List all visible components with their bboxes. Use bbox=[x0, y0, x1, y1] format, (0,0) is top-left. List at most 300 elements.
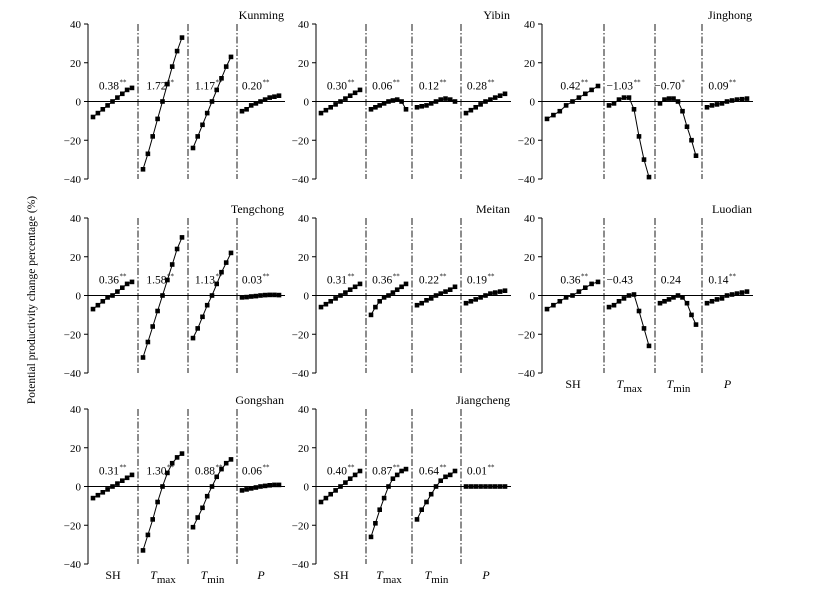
data-point bbox=[258, 484, 263, 489]
series-p bbox=[240, 79, 282, 114]
data-point bbox=[637, 134, 642, 139]
data-point bbox=[224, 64, 229, 69]
factor-symbol: SH bbox=[333, 568, 349, 582]
panel-jinghong bbox=[518, 8, 753, 186]
data-point bbox=[596, 280, 601, 285]
data-point bbox=[448, 97, 453, 102]
data-point bbox=[720, 101, 725, 106]
data-point bbox=[160, 99, 165, 104]
data-point bbox=[424, 298, 429, 303]
data-point bbox=[373, 305, 378, 310]
series-tmax bbox=[141, 35, 185, 171]
factor-symbol: SH bbox=[105, 568, 121, 582]
data-point bbox=[443, 96, 448, 101]
station-name: Jiangcheng bbox=[456, 393, 510, 407]
data-point bbox=[399, 469, 404, 474]
data-point bbox=[210, 484, 215, 489]
data-point bbox=[382, 496, 387, 501]
data-point bbox=[415, 303, 420, 308]
factor-symbol: T bbox=[150, 568, 157, 582]
y-tick-label: −40 bbox=[517, 174, 535, 186]
data-point bbox=[110, 99, 115, 104]
data-point bbox=[395, 473, 400, 478]
data-point bbox=[386, 484, 391, 489]
significance-mark: ** bbox=[439, 463, 447, 472]
data-point bbox=[488, 291, 493, 296]
y-tick-label: 0 bbox=[75, 290, 81, 303]
factor-symbol: T bbox=[200, 568, 208, 582]
data-point bbox=[170, 64, 175, 69]
data-point bbox=[229, 55, 234, 60]
data-point bbox=[254, 101, 259, 106]
data-point bbox=[146, 533, 151, 538]
data-point bbox=[105, 487, 110, 492]
coefficient-label: −1.03 bbox=[606, 80, 634, 93]
data-point bbox=[101, 490, 106, 495]
data-point bbox=[146, 152, 151, 157]
series-tmin bbox=[191, 55, 234, 151]
coefficient-label: 0.20 bbox=[241, 80, 262, 93]
data-point bbox=[324, 496, 329, 501]
data-point bbox=[637, 309, 642, 314]
data-point bbox=[373, 105, 378, 110]
data-point bbox=[434, 484, 439, 489]
coefficient-label: 0.36 bbox=[98, 274, 119, 287]
data-point bbox=[469, 299, 474, 304]
data-point bbox=[115, 289, 120, 294]
factor-subscript: min bbox=[673, 383, 691, 395]
factor-symbol: T bbox=[616, 377, 624, 391]
data-point bbox=[429, 101, 434, 106]
data-point bbox=[205, 494, 210, 499]
data-point bbox=[105, 103, 110, 108]
y-tick-label: 0 bbox=[75, 481, 81, 494]
data-point bbox=[200, 123, 205, 128]
data-point bbox=[328, 299, 333, 304]
data-point bbox=[493, 484, 498, 489]
data-point bbox=[448, 287, 453, 292]
panel-tengchong bbox=[64, 202, 285, 380]
data-point bbox=[415, 517, 420, 522]
significance-mark: ** bbox=[487, 272, 495, 281]
coefficient-label: 0.28 bbox=[466, 80, 487, 93]
data-point bbox=[627, 293, 632, 298]
data-point bbox=[583, 92, 588, 97]
data-point bbox=[115, 481, 120, 486]
y-tick-label: 0 bbox=[75, 96, 81, 109]
x-factor-label-tmax bbox=[617, 377, 643, 395]
data-point bbox=[415, 105, 420, 110]
significance-mark: ** bbox=[262, 272, 270, 281]
data-point bbox=[267, 95, 272, 100]
data-point bbox=[272, 293, 277, 298]
data-point bbox=[377, 103, 382, 108]
data-point bbox=[115, 95, 120, 100]
significance-mark: ** bbox=[167, 272, 174, 281]
data-point bbox=[254, 485, 259, 490]
data-point bbox=[382, 295, 387, 300]
x-factor-label-tmin bbox=[667, 377, 691, 395]
data-point bbox=[101, 299, 106, 304]
y-tick-label: 40 bbox=[524, 19, 535, 31]
series-sh bbox=[319, 79, 363, 116]
y-tick-label: 20 bbox=[70, 57, 81, 70]
series-p bbox=[240, 464, 282, 493]
data-point bbox=[229, 251, 234, 256]
series-tmin bbox=[415, 273, 458, 308]
data-point bbox=[125, 282, 130, 287]
series-tmax bbox=[369, 79, 409, 112]
data-point bbox=[689, 138, 694, 143]
y-tick-label: 40 bbox=[298, 404, 309, 416]
x-factor-label-sh bbox=[565, 377, 581, 391]
data-point bbox=[125, 476, 130, 481]
data-point bbox=[564, 103, 569, 108]
data-point bbox=[210, 293, 215, 298]
y-tick-label: −20 bbox=[63, 520, 81, 533]
data-point bbox=[725, 99, 730, 104]
data-point bbox=[498, 484, 503, 489]
factor-symbol: P bbox=[723, 377, 732, 391]
data-point bbox=[627, 95, 632, 100]
coefficient-label: 0.38 bbox=[98, 80, 119, 93]
data-point bbox=[622, 296, 627, 301]
data-point bbox=[353, 473, 358, 478]
data-point bbox=[424, 103, 429, 108]
factor-symbol: SH bbox=[565, 377, 581, 391]
y-tick-label: −40 bbox=[63, 368, 81, 380]
data-point bbox=[160, 293, 165, 298]
data-point bbox=[120, 92, 125, 97]
data-point bbox=[577, 95, 582, 100]
series-sh bbox=[91, 79, 135, 120]
series-tmax bbox=[369, 464, 409, 540]
data-point bbox=[545, 307, 550, 312]
series-tmin bbox=[654, 79, 698, 159]
data-point bbox=[399, 285, 404, 290]
station-name: Gongshan bbox=[235, 393, 284, 407]
data-point bbox=[612, 101, 617, 106]
y-tick-label: 40 bbox=[70, 213, 81, 225]
data-point bbox=[676, 99, 681, 104]
data-point bbox=[395, 287, 400, 292]
data-point bbox=[333, 296, 338, 301]
data-point bbox=[200, 506, 205, 511]
coefficient-label: 0.12 bbox=[418, 80, 439, 93]
data-point bbox=[715, 102, 720, 107]
data-point bbox=[386, 99, 391, 104]
panel-kunming bbox=[64, 8, 285, 186]
data-point bbox=[730, 292, 735, 297]
factor-symbol: T bbox=[666, 377, 674, 391]
data-point bbox=[258, 293, 263, 298]
factor-subscript: max bbox=[623, 383, 643, 395]
data-point bbox=[272, 94, 277, 99]
x-factor-label-p bbox=[723, 377, 732, 391]
significance-mark: ** bbox=[347, 78, 355, 87]
data-point bbox=[689, 313, 694, 318]
data-point bbox=[558, 109, 563, 114]
data-point bbox=[146, 340, 151, 345]
data-point bbox=[680, 295, 685, 300]
series-sh bbox=[91, 273, 135, 312]
series-tmax bbox=[141, 451, 185, 552]
data-point bbox=[705, 105, 710, 110]
data-point bbox=[191, 146, 196, 151]
data-point bbox=[105, 295, 110, 300]
significance-mark: ** bbox=[262, 463, 270, 472]
data-point bbox=[391, 98, 396, 103]
data-point bbox=[551, 113, 556, 118]
panel-jiangcheng bbox=[292, 393, 511, 586]
data-point bbox=[195, 134, 200, 139]
data-point bbox=[710, 299, 715, 304]
data-point bbox=[240, 488, 245, 493]
significance-mark: ** bbox=[487, 463, 495, 472]
data-point bbox=[671, 96, 676, 101]
data-point bbox=[91, 307, 96, 312]
data-point bbox=[478, 484, 483, 489]
data-point bbox=[453, 99, 458, 104]
significance-mark: ** bbox=[439, 272, 447, 281]
data-point bbox=[263, 293, 268, 298]
data-point bbox=[589, 282, 594, 287]
data-point bbox=[249, 294, 254, 299]
data-point bbox=[685, 124, 690, 129]
data-point bbox=[404, 282, 409, 287]
series-p bbox=[705, 273, 750, 306]
data-point bbox=[676, 293, 681, 298]
significance-mark: ** bbox=[729, 78, 737, 87]
y-tick-label: −40 bbox=[517, 368, 535, 380]
data-point bbox=[658, 301, 663, 306]
data-point bbox=[249, 486, 254, 491]
data-point bbox=[324, 302, 329, 307]
data-point bbox=[438, 291, 443, 296]
factor-subscript: max bbox=[156, 574, 176, 586]
data-point bbox=[240, 109, 245, 114]
data-point bbox=[570, 99, 575, 104]
coefficient-label: 1.13 bbox=[194, 274, 215, 287]
data-point bbox=[277, 93, 282, 98]
data-point bbox=[338, 293, 343, 298]
data-point bbox=[170, 262, 175, 267]
coefficient-label: 0.31 bbox=[326, 274, 347, 287]
data-point bbox=[740, 290, 745, 295]
x-factor-label-sh bbox=[333, 568, 349, 582]
station-name: Tengchong bbox=[230, 202, 284, 216]
y-tick-label: −40 bbox=[291, 174, 309, 186]
data-point bbox=[583, 285, 588, 290]
data-point bbox=[214, 88, 219, 93]
data-point bbox=[710, 103, 715, 108]
data-point bbox=[680, 109, 685, 114]
data-point bbox=[353, 91, 358, 96]
y-tick-label: −20 bbox=[63, 135, 81, 148]
data-point bbox=[498, 289, 503, 294]
y-tick-label: −40 bbox=[291, 559, 309, 571]
data-point bbox=[419, 301, 424, 306]
data-point bbox=[647, 175, 652, 180]
series-p bbox=[464, 79, 508, 116]
data-point bbox=[373, 521, 378, 526]
data-point bbox=[632, 107, 637, 112]
data-point bbox=[324, 108, 329, 113]
data-point bbox=[685, 301, 690, 306]
factor-symbol: T bbox=[424, 568, 432, 582]
coefficient-label: 1.72 bbox=[146, 80, 167, 93]
factor-subscript: max bbox=[382, 574, 402, 586]
data-point bbox=[570, 293, 575, 298]
series-line bbox=[609, 295, 649, 346]
data-point bbox=[240, 295, 245, 300]
data-point bbox=[483, 99, 488, 104]
coefficient-label: 0.30 bbox=[326, 80, 347, 93]
data-point bbox=[589, 88, 594, 93]
series-tmin bbox=[658, 275, 699, 327]
y-axis-title: Potential productivity change percentage (%) bbox=[26, 195, 38, 405]
data-point bbox=[662, 97, 667, 102]
series-sh bbox=[319, 464, 363, 505]
data-point bbox=[694, 322, 699, 327]
significance-mark: * bbox=[681, 78, 685, 87]
data-point bbox=[720, 296, 725, 301]
data-point bbox=[745, 96, 750, 101]
data-point bbox=[328, 105, 333, 110]
series-tmin bbox=[415, 464, 458, 522]
data-point bbox=[443, 475, 448, 480]
data-point bbox=[249, 103, 254, 108]
coefficient-label: 0.42 bbox=[560, 80, 581, 93]
data-point bbox=[180, 451, 185, 456]
factor-subscript: min bbox=[431, 574, 449, 586]
series-line bbox=[417, 471, 455, 519]
y-tick-label: −20 bbox=[517, 329, 535, 342]
data-point bbox=[180, 35, 185, 40]
data-point bbox=[671, 295, 676, 300]
data-point bbox=[244, 487, 249, 492]
station-name: Luodian bbox=[712, 202, 752, 216]
factor-symbol: T bbox=[376, 568, 383, 582]
coefficient-label: 0.36 bbox=[560, 274, 581, 287]
data-point bbox=[503, 484, 508, 489]
y-tick-label: 40 bbox=[298, 19, 309, 31]
data-point bbox=[160, 484, 165, 489]
data-point bbox=[353, 285, 358, 290]
data-point bbox=[558, 299, 563, 304]
data-point bbox=[175, 49, 180, 54]
coefficient-label: 0.87 bbox=[372, 465, 393, 478]
data-point bbox=[319, 111, 324, 116]
data-point bbox=[498, 93, 503, 98]
y-tick-label: −20 bbox=[63, 329, 81, 342]
y-tick-label: −20 bbox=[291, 329, 309, 342]
series-line bbox=[609, 98, 649, 178]
y-tick-label: −20 bbox=[291, 135, 309, 148]
data-point bbox=[391, 290, 396, 295]
data-point bbox=[725, 293, 730, 298]
factor-symbol: P bbox=[257, 568, 265, 582]
series-tmax bbox=[606, 275, 651, 349]
significance-mark: ** bbox=[119, 272, 127, 281]
data-point bbox=[662, 299, 667, 304]
data-point bbox=[577, 289, 582, 294]
coefficient-label: 0.22 bbox=[418, 274, 439, 287]
data-point bbox=[338, 484, 343, 489]
data-point bbox=[730, 98, 735, 103]
data-point bbox=[464, 301, 469, 306]
significance-mark: ** bbox=[439, 78, 447, 87]
data-point bbox=[404, 107, 409, 112]
y-tick-label: 20 bbox=[298, 251, 309, 264]
data-point bbox=[399, 99, 404, 104]
data-point bbox=[120, 478, 125, 483]
data-point bbox=[493, 95, 498, 100]
data-point bbox=[564, 295, 569, 300]
x-factor-label-tmax bbox=[150, 568, 176, 586]
data-point bbox=[195, 515, 200, 520]
coefficient-label: 0.31 bbox=[98, 465, 119, 478]
data-point bbox=[195, 326, 200, 331]
data-point bbox=[267, 483, 272, 488]
data-point bbox=[263, 97, 268, 102]
data-point bbox=[545, 117, 550, 122]
data-point bbox=[258, 99, 263, 104]
y-tick-label: 40 bbox=[298, 213, 309, 225]
x-factor-label-p bbox=[481, 568, 490, 582]
significance-mark: ** bbox=[392, 272, 400, 281]
data-point bbox=[214, 475, 219, 480]
data-point bbox=[175, 247, 180, 252]
data-point bbox=[224, 260, 229, 265]
significance-mark: ** bbox=[262, 78, 270, 87]
data-point bbox=[120, 285, 125, 290]
data-point bbox=[658, 101, 663, 106]
data-point bbox=[358, 469, 363, 474]
data-point bbox=[277, 293, 282, 298]
coefficient-label: 0.24 bbox=[660, 274, 681, 287]
data-point bbox=[429, 492, 434, 497]
data-point bbox=[596, 84, 601, 89]
x-factor-label-sh bbox=[105, 568, 121, 582]
data-point bbox=[369, 107, 374, 112]
data-point bbox=[705, 301, 710, 306]
factor-subscript: min bbox=[207, 574, 225, 586]
series-sh bbox=[319, 273, 363, 310]
series-tmax bbox=[606, 79, 651, 180]
y-tick-label: 0 bbox=[303, 481, 309, 494]
coefficient-label: −0.43 bbox=[606, 274, 634, 287]
data-point bbox=[715, 297, 720, 302]
significance-mark: ** bbox=[215, 463, 223, 472]
data-point bbox=[96, 111, 101, 116]
data-point bbox=[244, 107, 249, 112]
significance-mark: ** bbox=[487, 78, 495, 87]
station-name: Kunming bbox=[238, 8, 284, 22]
data-point bbox=[404, 467, 409, 472]
data-point bbox=[210, 99, 215, 104]
data-point bbox=[377, 299, 382, 304]
data-point bbox=[740, 97, 745, 102]
coefficient-label: 0.40 bbox=[326, 465, 347, 478]
data-point bbox=[434, 293, 439, 298]
coefficient-label: 0.03 bbox=[241, 274, 262, 287]
data-point bbox=[150, 134, 155, 139]
x-factor-label-tmax bbox=[376, 568, 402, 586]
y-tick-label: 20 bbox=[298, 442, 309, 455]
data-point bbox=[632, 292, 637, 297]
data-point bbox=[503, 92, 508, 97]
